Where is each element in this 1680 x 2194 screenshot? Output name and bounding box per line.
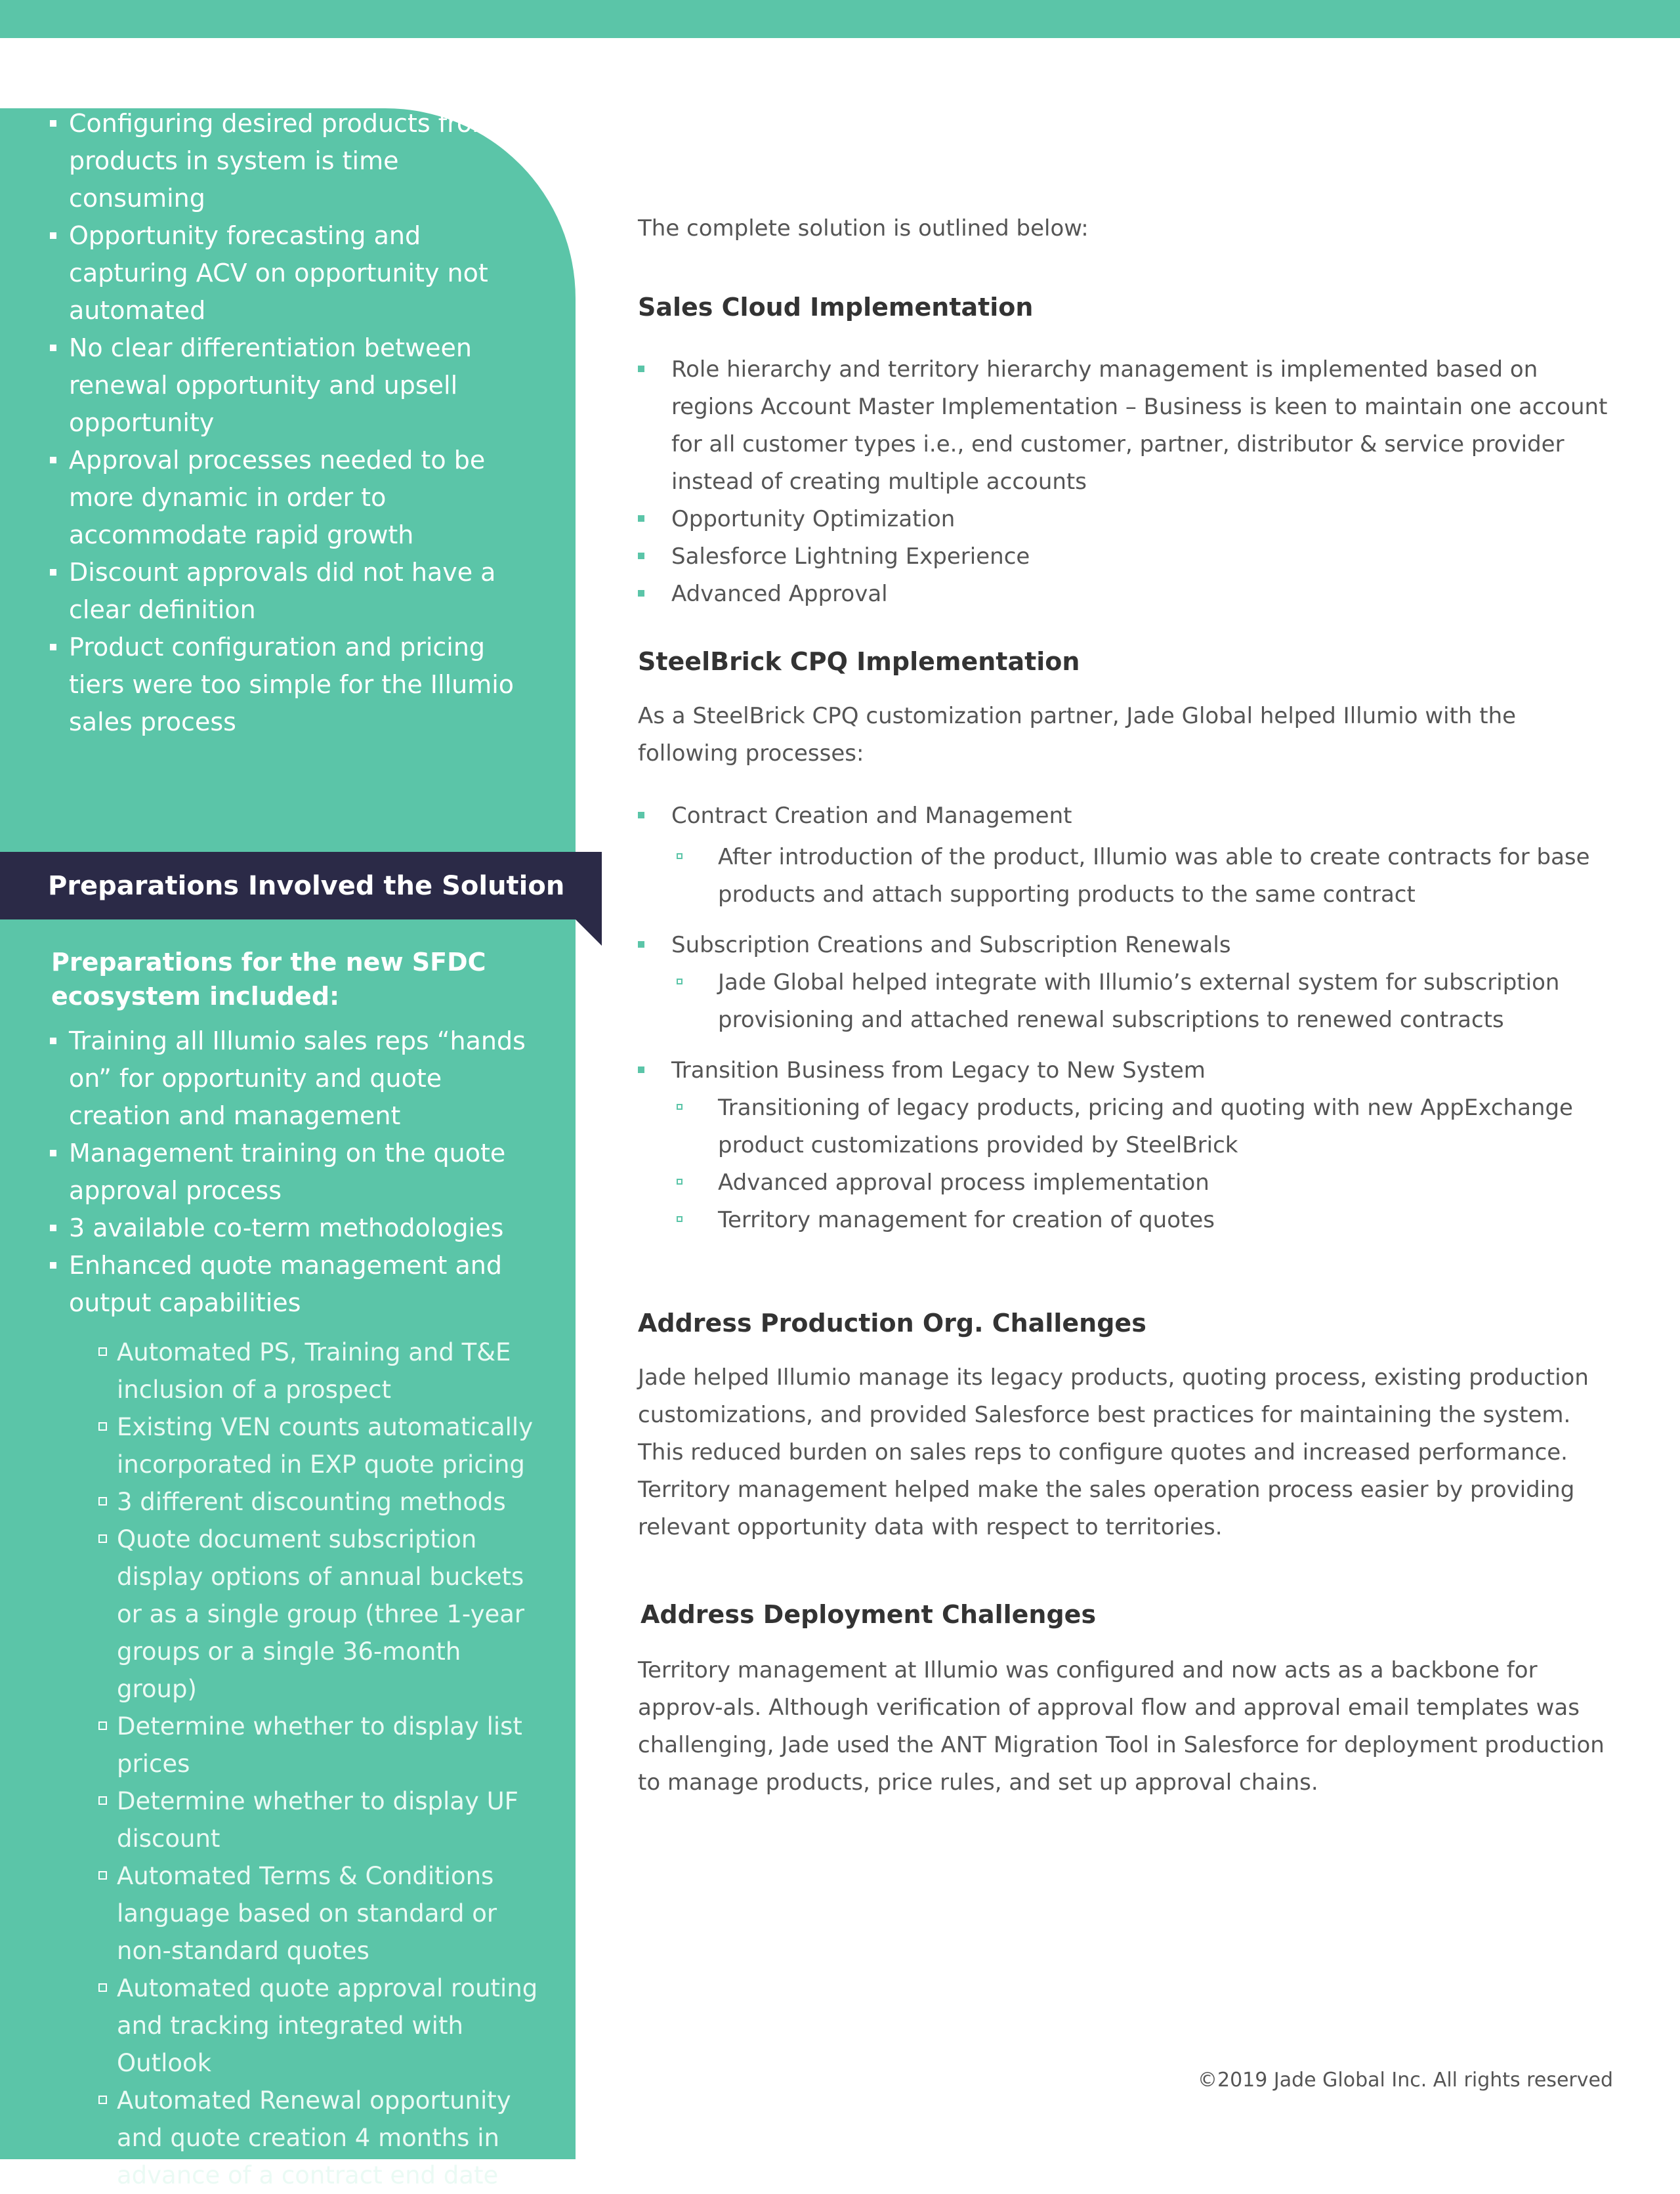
list-item-label: Subscription Creations and Subscription Renewals — [671, 932, 1231, 958]
sub-list-item: After introduction of the product, Illumio was able to create contracts for base products and attach supporting products to the same contract — [671, 839, 1609, 914]
main-content — [638, 210, 1609, 1802]
preparations-sublist — [69, 1334, 538, 2194]
list-item: Approval processes needed to be more dynamic in order to accommodate rapid growth — [0, 442, 538, 554]
top-accent-bar — [0, 0, 1680, 38]
list-item: Discount approvals did not have a clear definition — [0, 554, 538, 629]
sub-list — [671, 839, 1609, 914]
sub-list-item: Jade Global helped integrate with Illumio’s external system for subscription provisioning and attached renewal subscriptions to renewed contracts — [671, 964, 1609, 1039]
list-item: Opportunity forecasting and capturing ACV on opportunity not automated — [0, 217, 538, 329]
list-item-label: Transition Business from Legacy to New System — [671, 1057, 1206, 1084]
sub-list-item: Determine whether to display UF discount — [69, 1783, 538, 1857]
copyright-footer: ©2019 Jade Global Inc. All rights reserved — [1197, 2069, 1613, 2092]
sub-list-item: Existing VEN counts automatically incorporated in EXP quote pricing — [69, 1408, 538, 1483]
steelbrick-heading: SteelBrick CPQ Implementation — [638, 647, 1080, 676]
sales-cloud-list — [638, 351, 1609, 613]
list-item — [638, 927, 1609, 1039]
sub-list-item: Automated PS, Training and T&E inclusion of a prospect — [69, 1334, 538, 1408]
list-item — [0, 1247, 538, 2194]
list-item: Opportunity Optimization — [638, 501, 1609, 538]
sub-list-item: Automated Terms & Conditions language based on standard or non-standard quotes — [69, 1857, 538, 1970]
list-item-label: Contract Creation and Management — [671, 803, 1072, 829]
production-heading: Address Production Org. Challenges — [638, 1309, 1146, 1338]
sub-list-item: Automated quote approval routing and tracking integrated with Outlook — [69, 1970, 538, 2082]
list-item: Salesforce Lightning Experience — [638, 538, 1609, 576]
list-item: Configuring desired products from all products in system is time consuming — [0, 105, 538, 217]
list-item: Training all Illumio sales reps “hands on” for opportunity and quote creation and management — [0, 1023, 538, 1135]
list-item: Management training on the quote approval process — [0, 1135, 538, 1210]
list-item: Product configuration and pricing tiers were too simple for the Illumio sales process — [0, 629, 538, 741]
sub-list-item: Determine whether to display list prices — [69, 1708, 538, 1783]
list-item: 3 available co-term methodologies — [0, 1210, 538, 1247]
list-item — [638, 797, 1609, 914]
sub-list — [671, 1089, 1609, 1239]
list-item: Advanced Approval — [638, 576, 1609, 613]
production-text: Jade helped Illumio manage its legacy products, quoting process, existing production customizations, and provided Salesforce best practices for maintaining the system. This reduced burden on sales reps to configure quotes and increased performance. Territory management helped make the sales operation process easier by providing relevant opportunity data with respect to territories. — [638, 1364, 1589, 1540]
sub-list-item: Transitioning of legacy products, pricing and quoting with new AppExchange product customizations provided by SteelBrick — [671, 1089, 1609, 1164]
sub-list-item: Automated Renewal opportunity and quote creation 4 months in advance of a contract end date — [69, 2082, 538, 2194]
preparations-list — [0, 1023, 538, 2194]
preparations-intro: Preparations for the new SFDC ecosystem included: — [51, 948, 486, 1011]
preparations-header — [0, 852, 602, 919]
header-fold-decoration — [576, 919, 602, 946]
sub-list-item: Quote document subscription display options of annual buckets or as a single group (three 1-year groups or a single 36-month group) — [69, 1521, 538, 1708]
sales-cloud-heading: Sales Cloud Implementation — [638, 293, 1034, 322]
list-item: Role hierarchy and territory hierarchy management is implemented based on regions Account Master Implementation – Business is keen to maintain one account for all customer types i.e., end customer, partner, distributor & service provider instead of creating multiple accounts — [638, 351, 1609, 501]
steelbrick-intro: As a SteelBrick CPQ customization partner, Jade Global helped Illumio with the following processes: — [638, 703, 1517, 767]
sub-list-item: Territory management for creation of quotes — [671, 1202, 1609, 1239]
deployment-text: Territory management at Illumio was configured and now acts as a backbone for approv-als. Although verification of approval flow and approval email templates was challenging, Jade used the ANT Migration Tool in Salesforce for deployment production to manage products, price rules, and set up approval chains. — [638, 1657, 1605, 1796]
sub-list-item: Advanced approval process implementation — [671, 1164, 1609, 1202]
challenges-list — [0, 105, 538, 741]
solution-intro: The complete solution is outlined below: — [638, 215, 1089, 242]
list-item-label: Enhanced quote management and output capabilities — [69, 1251, 502, 1317]
preparations-title: Preparations Involved the Solution — [48, 870, 565, 901]
deployment-heading: Address Deployment Challenges — [640, 1600, 1097, 1629]
list-item — [638, 1052, 1609, 1239]
list-item: No clear differentiation between renewal opportunity and upsell opportunity — [0, 329, 538, 442]
steelbrick-list — [638, 797, 1609, 1239]
sub-list-item: 3 different discounting methods — [69, 1483, 538, 1521]
sub-list — [671, 964, 1609, 1039]
